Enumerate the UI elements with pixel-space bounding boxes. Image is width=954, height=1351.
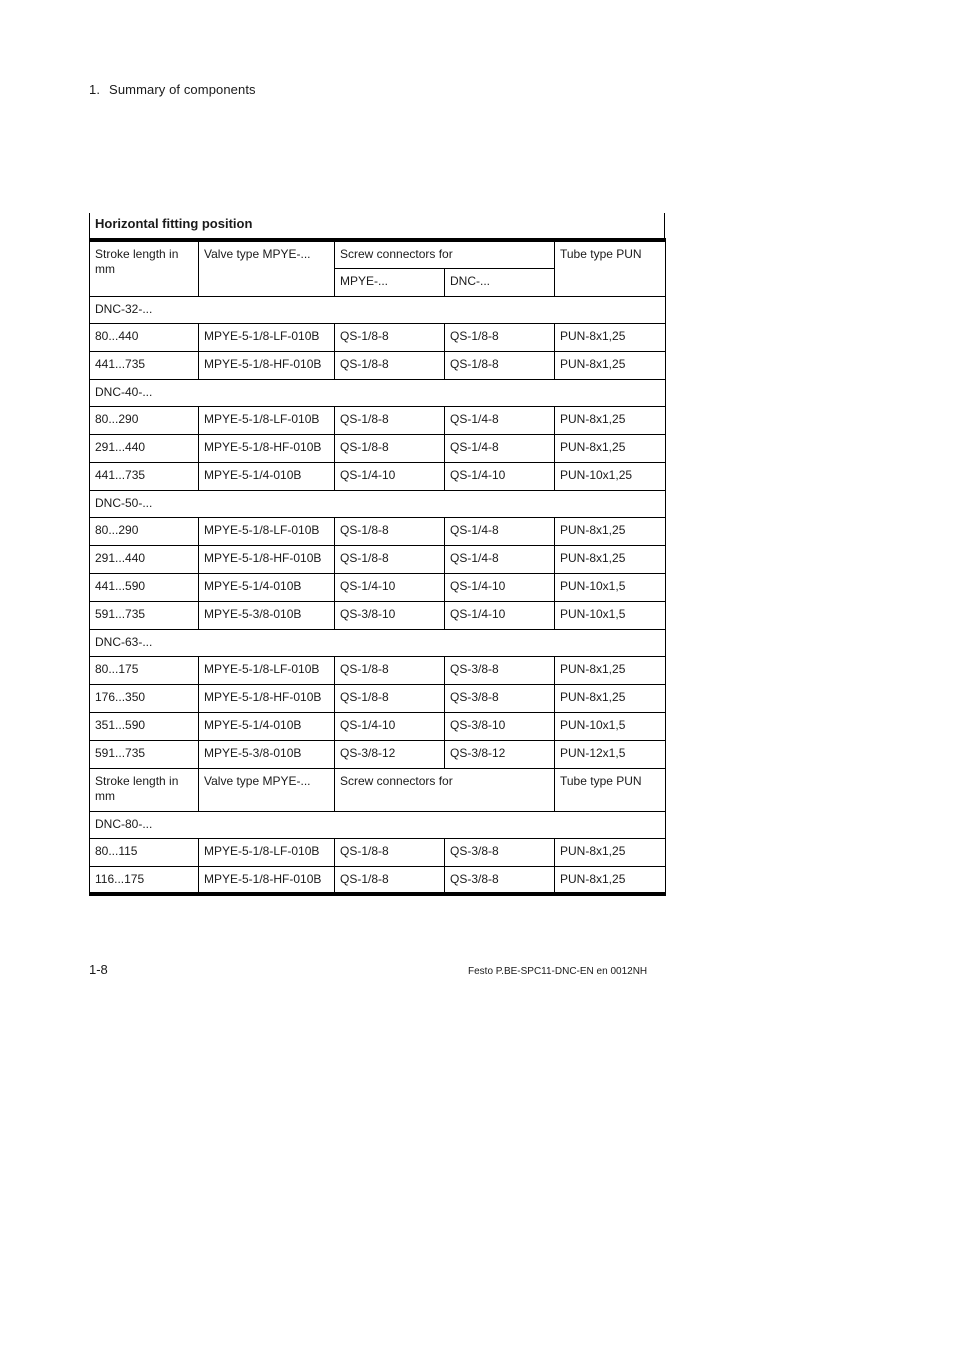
repeat-header-screw: Screw connectors for [335,768,555,811]
cell-tube: PUN-8x1,25 [555,684,666,712]
cell-screw-dnc: QS-1/4-8 [445,517,555,545]
table-row [90,351,666,379]
cell-stroke: 80...440 [90,323,199,351]
table-row [90,323,666,351]
components-table-container [89,213,665,896]
cell-valve: MPYE-5-1/4-010B [199,462,335,490]
cell-screw-mpye: QS-1/8-8 [335,434,445,462]
cell-tube: PUN-8x1,25 [555,866,666,894]
cell-screw-dnc: QS-1/4-8 [445,434,555,462]
header-mpye: MPYE-... [335,268,445,296]
table-row [90,684,666,712]
cell-screw-mpye: QS-1/8-8 [335,656,445,684]
section-title: Summary of components [109,82,256,97]
cell-valve: MPYE-5-1/8-LF-010B [199,517,335,545]
table-row [90,517,666,545]
cell-screw-dnc: QS-1/4-8 [445,545,555,573]
cell-stroke: 80...115 [90,838,199,866]
cell-screw-mpye: QS-1/8-8 [335,406,445,434]
cell-valve: MPYE-5-3/8-010B [199,601,335,629]
section-number: 1. [89,82,101,97]
cell-stroke: 80...290 [90,406,199,434]
repeat-header-row [90,768,666,811]
cell-screw-mpye: QS-1/8-8 [335,866,445,894]
cell-tube: PUN-8x1,25 [555,838,666,866]
group-row [90,490,666,517]
section-heading [89,82,256,97]
cell-screw-dnc: QS-3/8-10 [445,712,555,740]
cell-stroke: 116...175 [90,866,199,894]
repeat-header-tube: Tube type PUN [555,768,666,811]
cell-tube: PUN-10x1,5 [555,712,666,740]
page-number: 1-8 [89,962,108,977]
cell-screw-mpye: QS-1/8-8 [335,351,445,379]
document-code: Festo P.BE-SPC11-DNC-EN en 0012NH [468,966,648,977]
cell-screw-mpye: QS-1/8-8 [335,838,445,866]
group-row [90,379,666,406]
cell-screw-dnc: QS-3/8-8 [445,838,555,866]
table-row [90,656,666,684]
cell-screw-dnc: QS-1/8-8 [445,323,555,351]
repeat-header-valve: Valve type MPYE-... [199,768,335,811]
cell-screw-mpye: QS-1/4-10 [335,462,445,490]
group-label: DNC-80-... [90,811,666,838]
cell-stroke: 291...440 [90,545,199,573]
cell-stroke: 441...590 [90,573,199,601]
header-dnc: DNC-... [445,268,555,296]
table-row [90,838,666,866]
cell-valve: MPYE-5-1/8-HF-010B [199,684,335,712]
repeat-header-stroke: Stroke length in mm [90,768,199,811]
cell-stroke: 441...735 [90,462,199,490]
cell-tube: PUN-8x1,25 [555,406,666,434]
table-row [90,434,666,462]
table-row [90,740,666,768]
group-label: DNC-50-... [90,490,666,517]
header-screw: Screw connectors for [335,240,555,268]
cell-screw-mpye: QS-3/8-12 [335,740,445,768]
cell-valve: MPYE-5-1/8-LF-010B [199,656,335,684]
cell-screw-mpye: QS-1/4-10 [335,712,445,740]
cell-valve: MPYE-5-1/8-LF-010B [199,406,335,434]
table-row [90,462,666,490]
header-tube: Tube type PUN [555,240,666,296]
cell-tube: PUN-12x1,5 [555,740,666,768]
table-row [90,545,666,573]
header-stroke: Stroke length in mm [90,240,199,296]
cell-valve: MPYE-5-1/8-HF-010B [199,434,335,462]
cell-stroke: 591...735 [90,601,199,629]
cell-screw-mpye: QS-1/8-8 [335,684,445,712]
cell-screw-mpye: QS-3/8-10 [335,601,445,629]
cell-screw-dnc: QS-1/4-8 [445,406,555,434]
cell-tube: PUN-8x1,25 [555,351,666,379]
cell-valve: MPYE-5-1/4-010B [199,573,335,601]
group-label: DNC-63-... [90,629,666,656]
cell-tube: PUN-8x1,25 [555,323,666,351]
cell-screw-dnc: QS-3/8-12 [445,740,555,768]
cell-tube: PUN-8x1,25 [555,656,666,684]
cell-screw-dnc: QS-3/8-8 [445,656,555,684]
group-label: DNC-40-... [90,379,666,406]
cell-screw-mpye: QS-1/8-8 [335,323,445,351]
table-header [90,240,666,296]
cell-screw-dnc: QS-1/4-10 [445,573,555,601]
group-label: DNC-32-... [90,296,666,323]
components-table [89,238,666,896]
cell-valve: MPYE-5-1/8-HF-010B [199,351,335,379]
table-row [90,866,666,894]
cell-screw-mpye: QS-1/8-8 [335,517,445,545]
cell-tube: PUN-8x1,25 [555,545,666,573]
cell-valve: MPYE-5-1/8-LF-010B [199,838,335,866]
table-row [90,712,666,740]
cell-screw-dnc: QS-3/8-8 [445,866,555,894]
cell-stroke: 441...735 [90,351,199,379]
table-title: Horizontal fitting position [89,213,665,238]
cell-valve: MPYE-5-1/8-HF-010B [199,866,335,894]
cell-stroke: 291...440 [90,434,199,462]
cell-stroke: 176...350 [90,684,199,712]
table-row [90,406,666,434]
table-body [90,296,666,894]
cell-screw-mpye: QS-1/4-10 [335,573,445,601]
cell-valve: MPYE-5-1/8-HF-010B [199,545,335,573]
group-row [90,811,666,838]
cell-tube: PUN-10x1,5 [555,601,666,629]
header-valve: Valve type MPYE-... [199,240,335,296]
cell-stroke: 80...175 [90,656,199,684]
cell-screw-dnc: QS-1/4-10 [445,462,555,490]
group-row [90,296,666,323]
cell-screw-dnc: QS-1/4-10 [445,601,555,629]
cell-tube: PUN-8x1,25 [555,517,666,545]
cell-screw-dnc: QS-1/8-8 [445,351,555,379]
table-row [90,573,666,601]
cell-valve: MPYE-5-3/8-010B [199,740,335,768]
cell-screw-mpye: QS-1/8-8 [335,545,445,573]
cell-valve: MPYE-5-1/4-010B [199,712,335,740]
cell-valve: MPYE-5-1/8-LF-010B [199,323,335,351]
cell-stroke: 351...590 [90,712,199,740]
cell-stroke: 591...735 [90,740,199,768]
cell-stroke: 80...290 [90,517,199,545]
cell-tube: PUN-10x1,5 [555,573,666,601]
cell-screw-dnc: QS-3/8-8 [445,684,555,712]
table-row [90,601,666,629]
cell-tube: PUN-8x1,25 [555,434,666,462]
group-row [90,629,666,656]
cell-tube: PUN-10x1,25 [555,462,666,490]
